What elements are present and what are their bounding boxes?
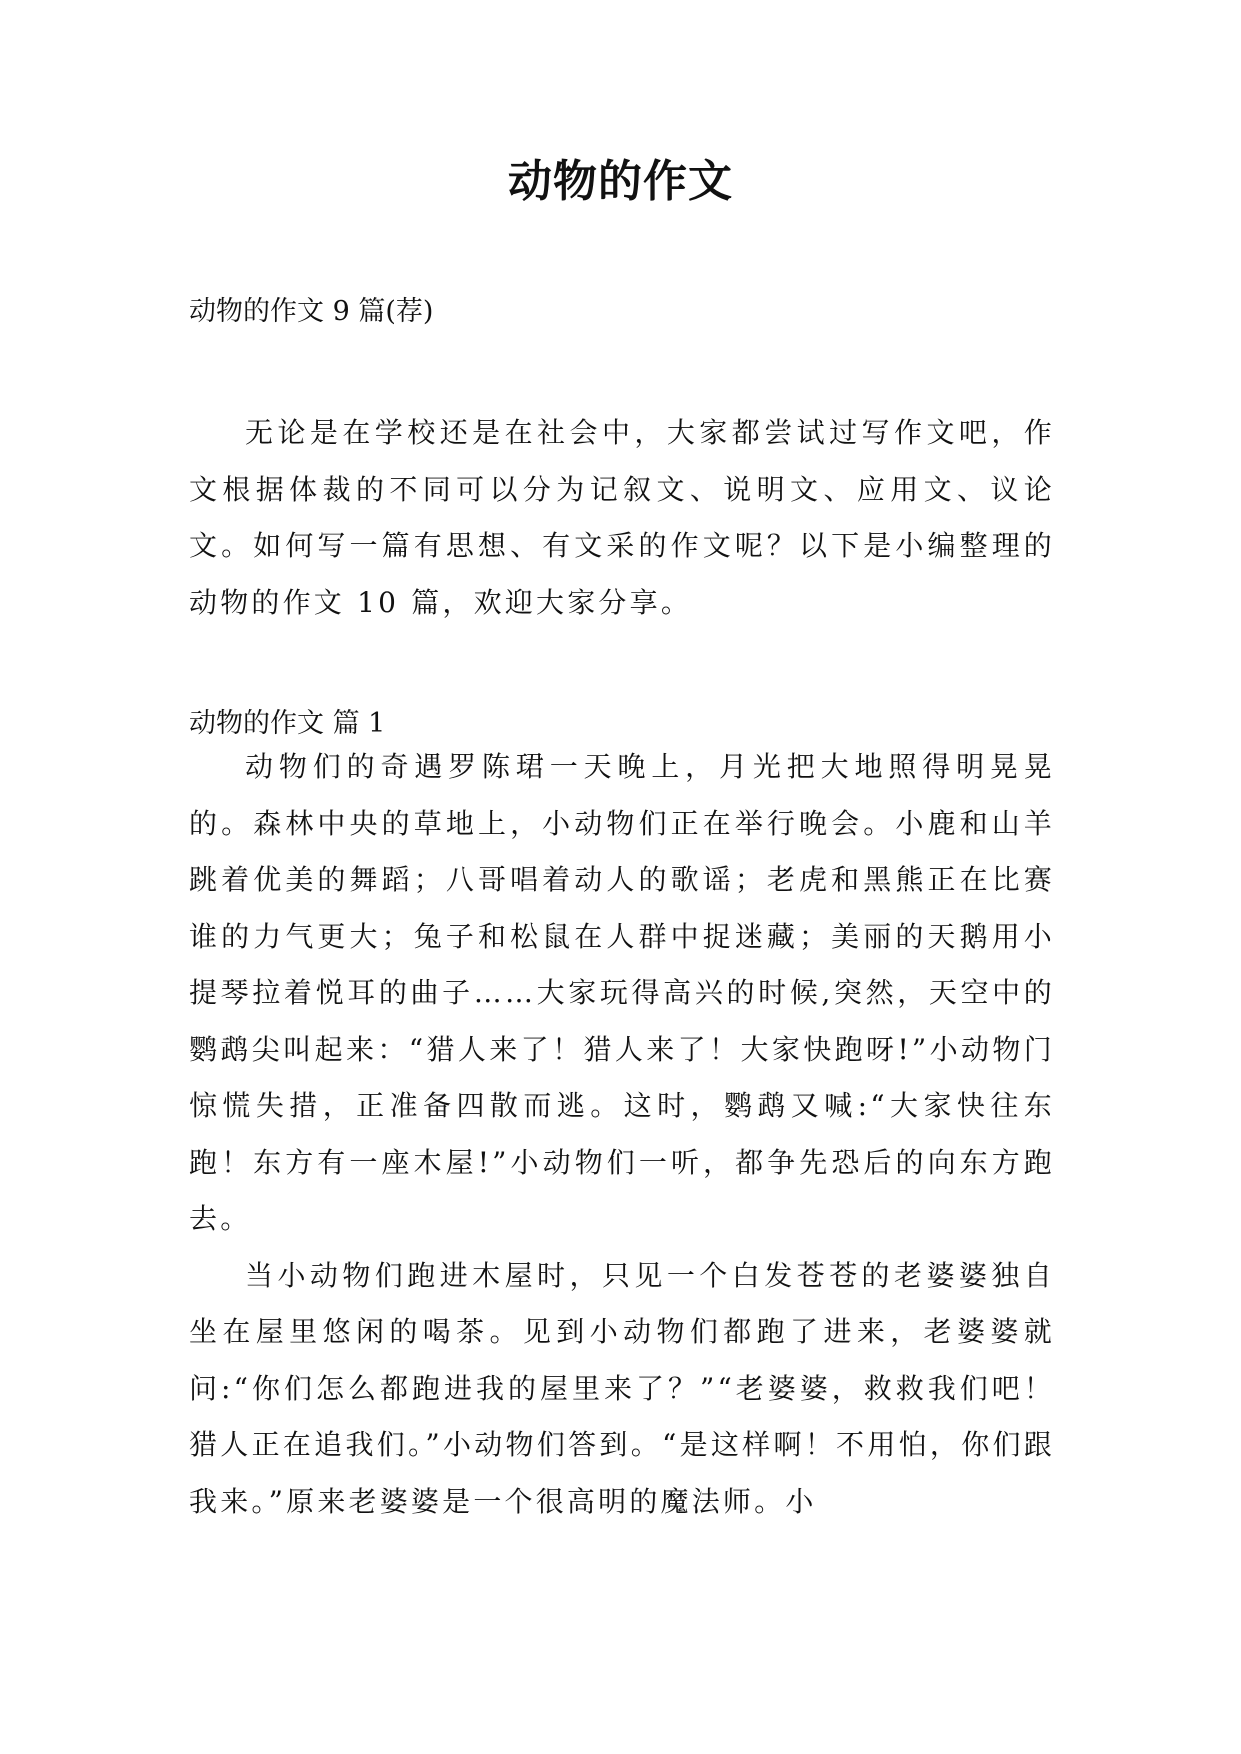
story-block: [189, 739, 1055, 1530]
document-title: 动物的作文: [508, 156, 733, 207]
document-subtitle: 动物的作文 9 篇(荐): [189, 296, 434, 327]
section-heading: 动物的作文 篇 1: [189, 708, 386, 739]
intro-paragraph: 无论是在学校还是在社会中，大家都尝试过写作文吧，作文根据体裁的不同可以分为记叙文、说明文、应用文、议论文。如何写一篇有思想、有文采的作文呢？以下是小编整理的动物的作文 10 篇，欢迎大家分享。: [189, 416, 1055, 619]
story-paragraph-2: 当小动物们跑进木屋时，只见一个白发苍苍的老婆婆独自坐在屋里悠闲的喝茶。见到小动物们都跑了进来，老婆婆就问:“你们怎么都跑进我的屋里来了？”“老婆婆，救救我们吧！猎人正在追我们。”小动物们答到。“是这样啊！不用怕，你们跟我来。”原来老婆婆是一个很高明的魔法师。小: [189, 1258, 1055, 1518]
intro-block: [189, 405, 1055, 631]
story-paragraph-1: 动物们的奇遇罗陈珺一天晚上，月光把大地照得明晃晃的。森林中央的草地上，小动物们正在举行晚会。小鹿和山羊跳着优美的舞蹈；八哥唱着动人的歌谣；老虎和黑熊正在比赛谁的力气更大；兔子和松鼠在人群中捉迷藏；美丽的天鹅用小提琴拉着悦耳的曲子……大家玩得高兴的时候,突然，天空中的鹦鹉尖叫起来：“猎人来了！猎人来了！大家快跑呀!”小动物门惊慌失措，正准备四散而逃。这时，鹦鹉又喊:“大家快往东跑！东方有一座木屋!”小动物们一听，都争先恐后的向东方跑去。: [189, 750, 1055, 1235]
